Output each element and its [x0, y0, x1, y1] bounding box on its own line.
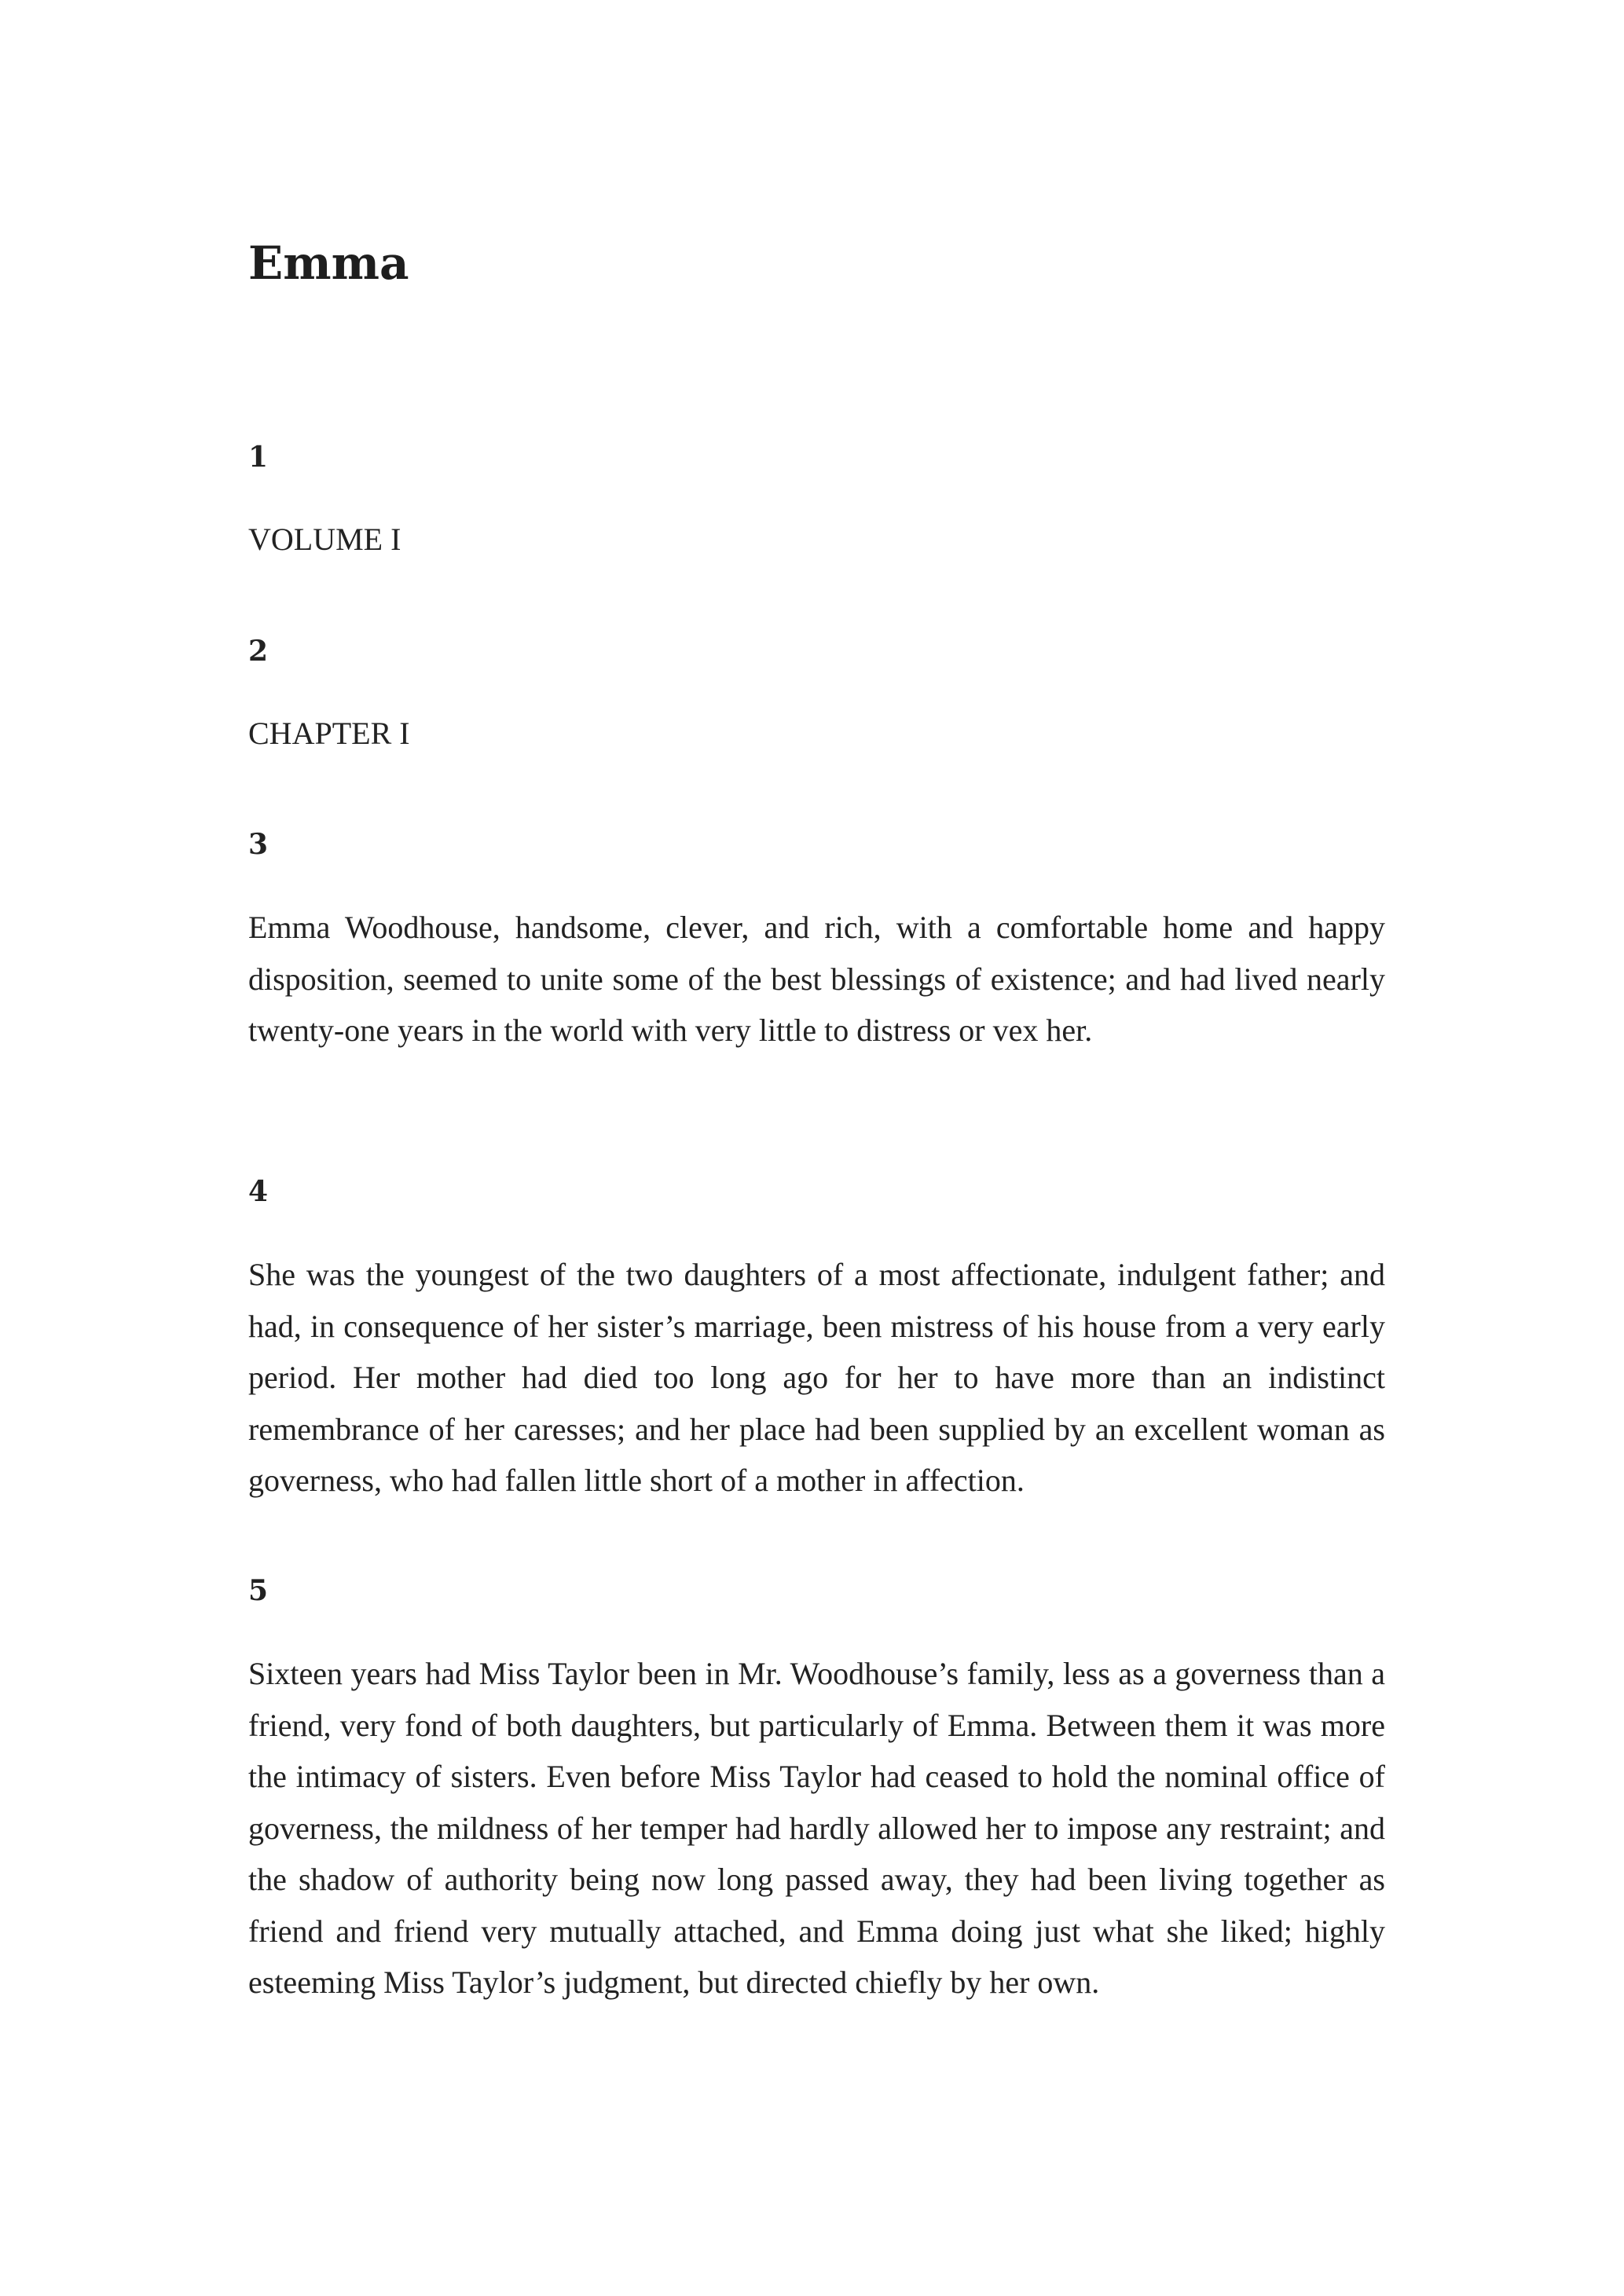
block-number: 4 [248, 1175, 269, 1208]
block-number: 2 [248, 635, 269, 668]
chapter-heading: CHAPTER I [248, 716, 410, 751]
paragraph: She was the youngest of the two daughters of a most affectionate, indulgent father; and had, in consequence of her sister’s marriage, been mistress of his house from a very early period. Her mother had died too long ago for her to have more than an indistinct remembrance of her caresses; and her place had been supplied by an excellent woman as governess, who had fallen little short of a mother in affection. [248, 1257, 1385, 1498]
block-number: 1 [248, 441, 269, 474]
volume-heading: VOLUME I [248, 522, 401, 557]
paragraph: Sixteen years had Miss Taylor been in Mr. Woodhouse’s family, less as a governess than a friend, very fond of both daughters, but particularly of Emma. Between them it was more the intimacy of sisters. Even before Miss Taylor had ceased to hold the nominal office of governess, the mildness of her temper had hardly allowed her to impose any restraint; and the shadow of authority being now long passed away, they had been living together as friend and friend very mutually attached, and Emma doing just what she liked; highly esteeming Miss Taylor’s judgment, but directed chiefly by her own. [248, 1656, 1385, 2000]
block-number: 5 [248, 1574, 269, 1607]
paragraph: Emma Woodhouse, handsome, clever, and rich, with a comfortable home and happy disposition, seemed to unite some of the best blessings of existence; and had lived nearly twenty-one years in the world with very little to distress or vex her. [248, 910, 1385, 1048]
block-number: 3 [248, 828, 269, 861]
document-title: Emma [248, 236, 409, 290]
